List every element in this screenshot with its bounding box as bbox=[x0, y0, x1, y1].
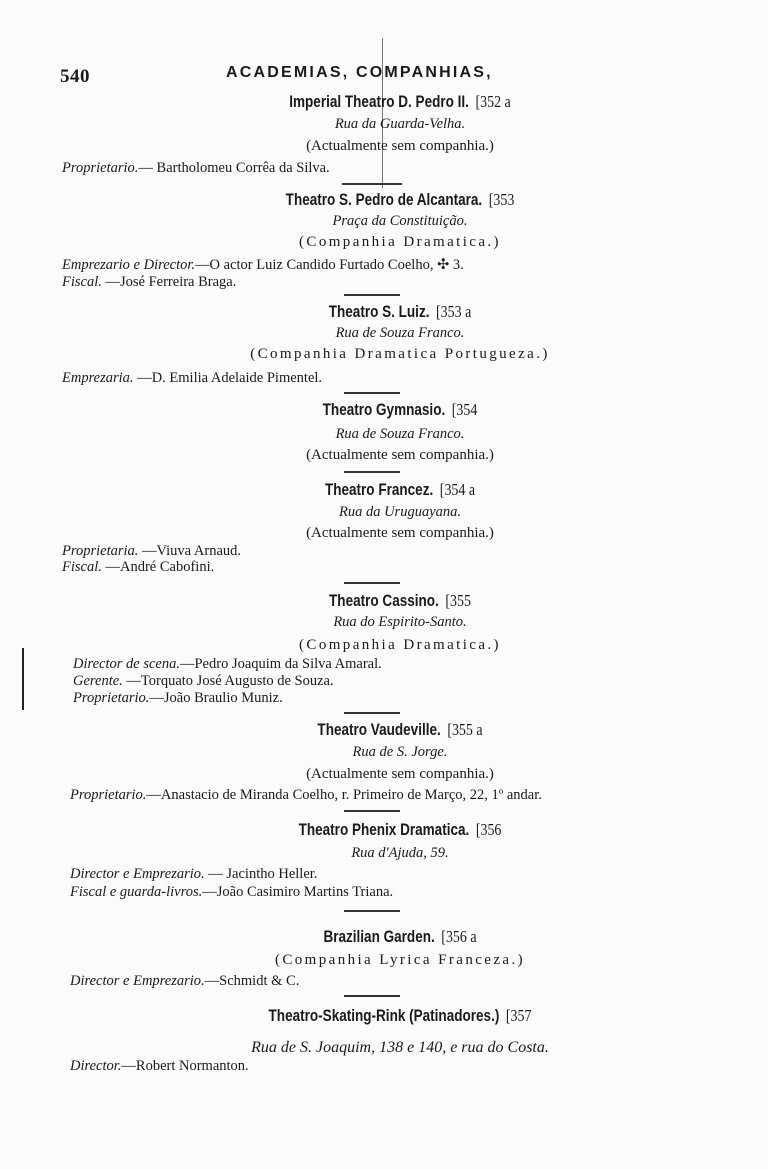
entry-title: Theatro Francez. [354 a bbox=[324, 480, 476, 499]
entry-person: Emprezario e Director.—O actor Luiz Candido Furtado Coelho, ✣ 3. bbox=[62, 257, 464, 273]
separator-rule bbox=[344, 471, 400, 473]
entry-person: Proprietario.— Bartholomeu Corrêa da Silva. bbox=[62, 160, 330, 176]
entry-title: Theatro S. Pedro de Alcantara. [353 bbox=[285, 190, 515, 209]
entry-note: (Actualmente sem companhia.) bbox=[306, 766, 494, 782]
separator-rule bbox=[344, 392, 400, 394]
entry-address: Rua de S. Joaquim, 138 e 140, e rua do Costa. bbox=[251, 1039, 549, 1056]
entry-person: Proprietario.—Anastacio de Miranda Coelho, r. Primeiro de Março, 22, 1º andar. bbox=[70, 787, 542, 803]
running-title: ACADEMIAS, COMPANHIAS, bbox=[226, 64, 493, 81]
separator-rule bbox=[342, 183, 402, 185]
entry-title: Theatro Gymnasio. [354 bbox=[322, 400, 478, 419]
entry-address: Rua de Souza Franco. bbox=[335, 426, 465, 442]
entry-note: (Actualmente sem companhia.) bbox=[306, 447, 494, 463]
entry-note: (Companhia Lyrica Franceza.) bbox=[274, 952, 526, 968]
entry-title: Theatro Vaudeville. [355 a bbox=[317, 720, 483, 739]
entry-note: (Companhia Dramatica.) bbox=[299, 234, 501, 250]
entry-note: (Actualmente sem companhia.) bbox=[306, 525, 494, 541]
binding-crease bbox=[382, 38, 383, 188]
entry-person: Director e Emprezario. — Jacintho Heller. bbox=[70, 866, 318, 882]
entry-person: Fiscal. —André Cabofini. bbox=[62, 559, 215, 575]
entry-title: Theatro Cassino. [355 bbox=[329, 591, 471, 610]
entry-address: Rua de S. Jorge. bbox=[352, 744, 448, 760]
entry-person: Director e Emprezario.—Schmidt & C. bbox=[70, 973, 300, 989]
entry-person: Fiscal. —José Ferreira Braga. bbox=[62, 274, 237, 290]
entry-address: Rua de Souza Franco. bbox=[335, 325, 465, 341]
entry-person: Emprezaria. —D. Emilia Adelaide Pimentel. bbox=[62, 370, 323, 386]
entry-person: Proprietaria. —Viuva Arnaud. bbox=[62, 543, 242, 559]
entry-title: Theatro S. Luiz. [353 a bbox=[328, 302, 472, 321]
margin-mark bbox=[22, 648, 24, 710]
separator-rule bbox=[344, 910, 400, 912]
separator-rule bbox=[344, 995, 400, 997]
entry-address: Rua do Espirito-Santo. bbox=[333, 614, 467, 630]
entry-address: Rua d'Ajuda, 59. bbox=[351, 845, 449, 861]
entry-title: Theatro-Skating-Rink (Patinadores.) [357 bbox=[268, 1006, 532, 1025]
entry-note: (Actualmente sem companhia.) bbox=[306, 138, 494, 154]
entry-address: Rua da Guarda-Velha. bbox=[334, 116, 466, 132]
entry-address: Rua da Uruguayana. bbox=[338, 504, 462, 520]
entry-person: Proprietario.—João Braulio Muniz. bbox=[73, 690, 283, 706]
page-number: 540 bbox=[60, 66, 90, 87]
entry-person: Fiscal e guarda-livros.—João Casimiro Martins Triana. bbox=[70, 884, 394, 900]
entry-person: Gerente. —Torquato José Augusto de Souza. bbox=[73, 673, 334, 689]
entry-note: (Companhia Dramatica Portugueza.) bbox=[250, 346, 550, 362]
separator-rule bbox=[344, 294, 400, 296]
entry-address: Praça da Constituição. bbox=[332, 213, 468, 229]
separator-rule bbox=[344, 810, 400, 812]
entry-person: Director.—Robert Normanton. bbox=[70, 1058, 249, 1074]
entry-person: Director de scena.—Pedro Joaquim da Silva Amaral. bbox=[73, 656, 382, 672]
entry-title: Brazilian Garden. [356 a bbox=[323, 927, 477, 946]
entry-note: (Companhia Dramatica.) bbox=[299, 637, 501, 653]
entry-title: Imperial Theatro D. Pedro II. [352 a bbox=[289, 92, 511, 111]
entry-title: Theatro Phenix Dramatica. [356 bbox=[298, 820, 502, 839]
separator-rule bbox=[344, 582, 400, 584]
separator-rule bbox=[344, 712, 400, 714]
